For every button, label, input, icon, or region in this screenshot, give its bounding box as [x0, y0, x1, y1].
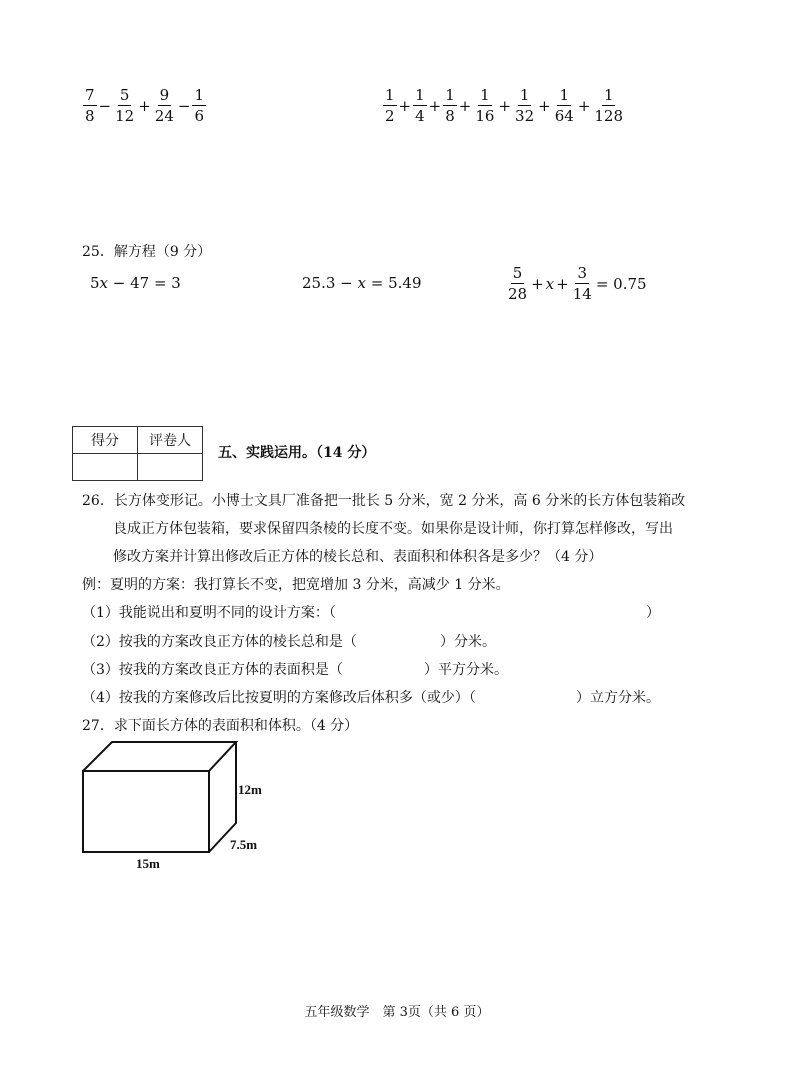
numerator: 1 [519, 86, 530, 104]
q27-title: 27．求下面长方体的表面积和体积。（4 分） [82, 718, 359, 734]
operator: − [98, 96, 112, 115]
q26-line-3: 修改方案并计算出修改后正方体的棱长总和、表面积和体积各是多少？（4 分） [113, 549, 603, 565]
operator: + [498, 96, 512, 115]
cuboid-diagram [78, 738, 288, 878]
q26-sub-2-label: （2）按我的方案改良正方体的棱长总和是（ [82, 634, 357, 650]
height-label: 12m [238, 782, 262, 797]
q26-sub-3-unit: ）平方分米。 [424, 662, 508, 678]
operator: + [577, 96, 591, 115]
q25-title: 25．解方程（9 分） [82, 244, 212, 260]
q26-sub-4-label: （4）按我的方案修改后比按夏明的方案修改后体积多（或少）（ [82, 690, 476, 706]
q26-example: 例：夏明的方案：我打算长不变，把宽增加 3 分米，高减少 1 分米。 [82, 577, 510, 593]
score-header: 得分 [73, 427, 138, 454]
numerator: 1 [385, 86, 395, 104]
fraction-expression-1 [82, 86, 207, 125]
fraction [413, 86, 427, 125]
denominator: 32 [515, 107, 535, 125]
operator: − [177, 96, 191, 115]
denominator: 2 [385, 107, 395, 125]
operator: + [398, 96, 412, 115]
section-5-title: 五、实践运用。（14 分） [218, 445, 376, 461]
numerator: 1 [603, 86, 614, 104]
length-label: 15m [136, 856, 160, 871]
q26-line-1: 26．长方体变形记。小博士文具厂准备把一批长 5 分米，宽 2 分米，高 6 分米的长方体包装箱改 [82, 493, 686, 509]
q26-line-2: 良成正方体包装箱，要求保留四条棱的长度不变。如果你是设计师，你打算怎样修改，写出 [113, 521, 673, 537]
fraction [192, 86, 206, 125]
fraction [513, 86, 536, 125]
depth-label: 7.5m [230, 837, 258, 852]
fraction [383, 86, 397, 125]
denominator: 64 [554, 107, 574, 125]
numerator: 1 [559, 86, 570, 104]
score-table [72, 426, 203, 481]
fraction [553, 86, 576, 125]
numerator: 1 [415, 86, 425, 104]
cuboid-top-face [83, 742, 236, 771]
fraction [153, 86, 176, 125]
score-cell[interactable] [73, 454, 138, 481]
numerator: 5 [119, 86, 130, 104]
numerator: 7 [85, 86, 95, 104]
operator: + [538, 96, 551, 115]
denominator: 4 [415, 107, 425, 125]
cuboid-front-face [83, 771, 209, 852]
denominator: 128 [594, 107, 624, 125]
denominator: 12 [115, 107, 135, 125]
cuboid-side-face [209, 742, 236, 852]
operator: + [458, 96, 472, 115]
grader-header: 评卷人 [138, 427, 203, 454]
equation-2: 25.3 − x = 5.49 [302, 274, 422, 292]
q26-sub-3-label: （3）按我的方案改良正方体的表面积是（ [82, 662, 343, 678]
fraction [443, 86, 457, 125]
q26-sub-1-close: ） [646, 605, 660, 621]
q26-sub-4-unit: ）立方分米。 [576, 690, 660, 706]
numerator: 9 [159, 86, 170, 104]
fraction [113, 86, 136, 125]
fraction [83, 86, 97, 125]
fraction [592, 86, 625, 125]
fraction [473, 86, 496, 125]
denominator: 16 [475, 107, 495, 125]
numerator: 1 [480, 86, 490, 104]
q26-sub-2-unit: ）分米。 [440, 634, 496, 650]
denominator: 8 [445, 107, 455, 125]
equation-1: 5x − 47 = 3 [90, 274, 181, 292]
page-footer: 五年级数学 第 3页（共 6 页） [304, 1005, 490, 1020]
numerator: 1 [445, 86, 455, 104]
fraction-expression-2 [382, 86, 626, 125]
operator: + [138, 96, 151, 115]
q26-sub-1-label: （1）我能说出和夏明不同的设计方案：（ [82, 605, 336, 621]
numerator: 1 [194, 86, 205, 104]
equation-3: $\frac{5}{28}$ + x + $\frac{3}{14}$ = 0.75 [508, 264, 647, 303]
denominator: 24 [154, 107, 174, 125]
operator: + [428, 96, 442, 115]
grader-cell[interactable] [138, 454, 203, 481]
denominator: 6 [194, 107, 205, 125]
denominator: 8 [85, 107, 95, 125]
